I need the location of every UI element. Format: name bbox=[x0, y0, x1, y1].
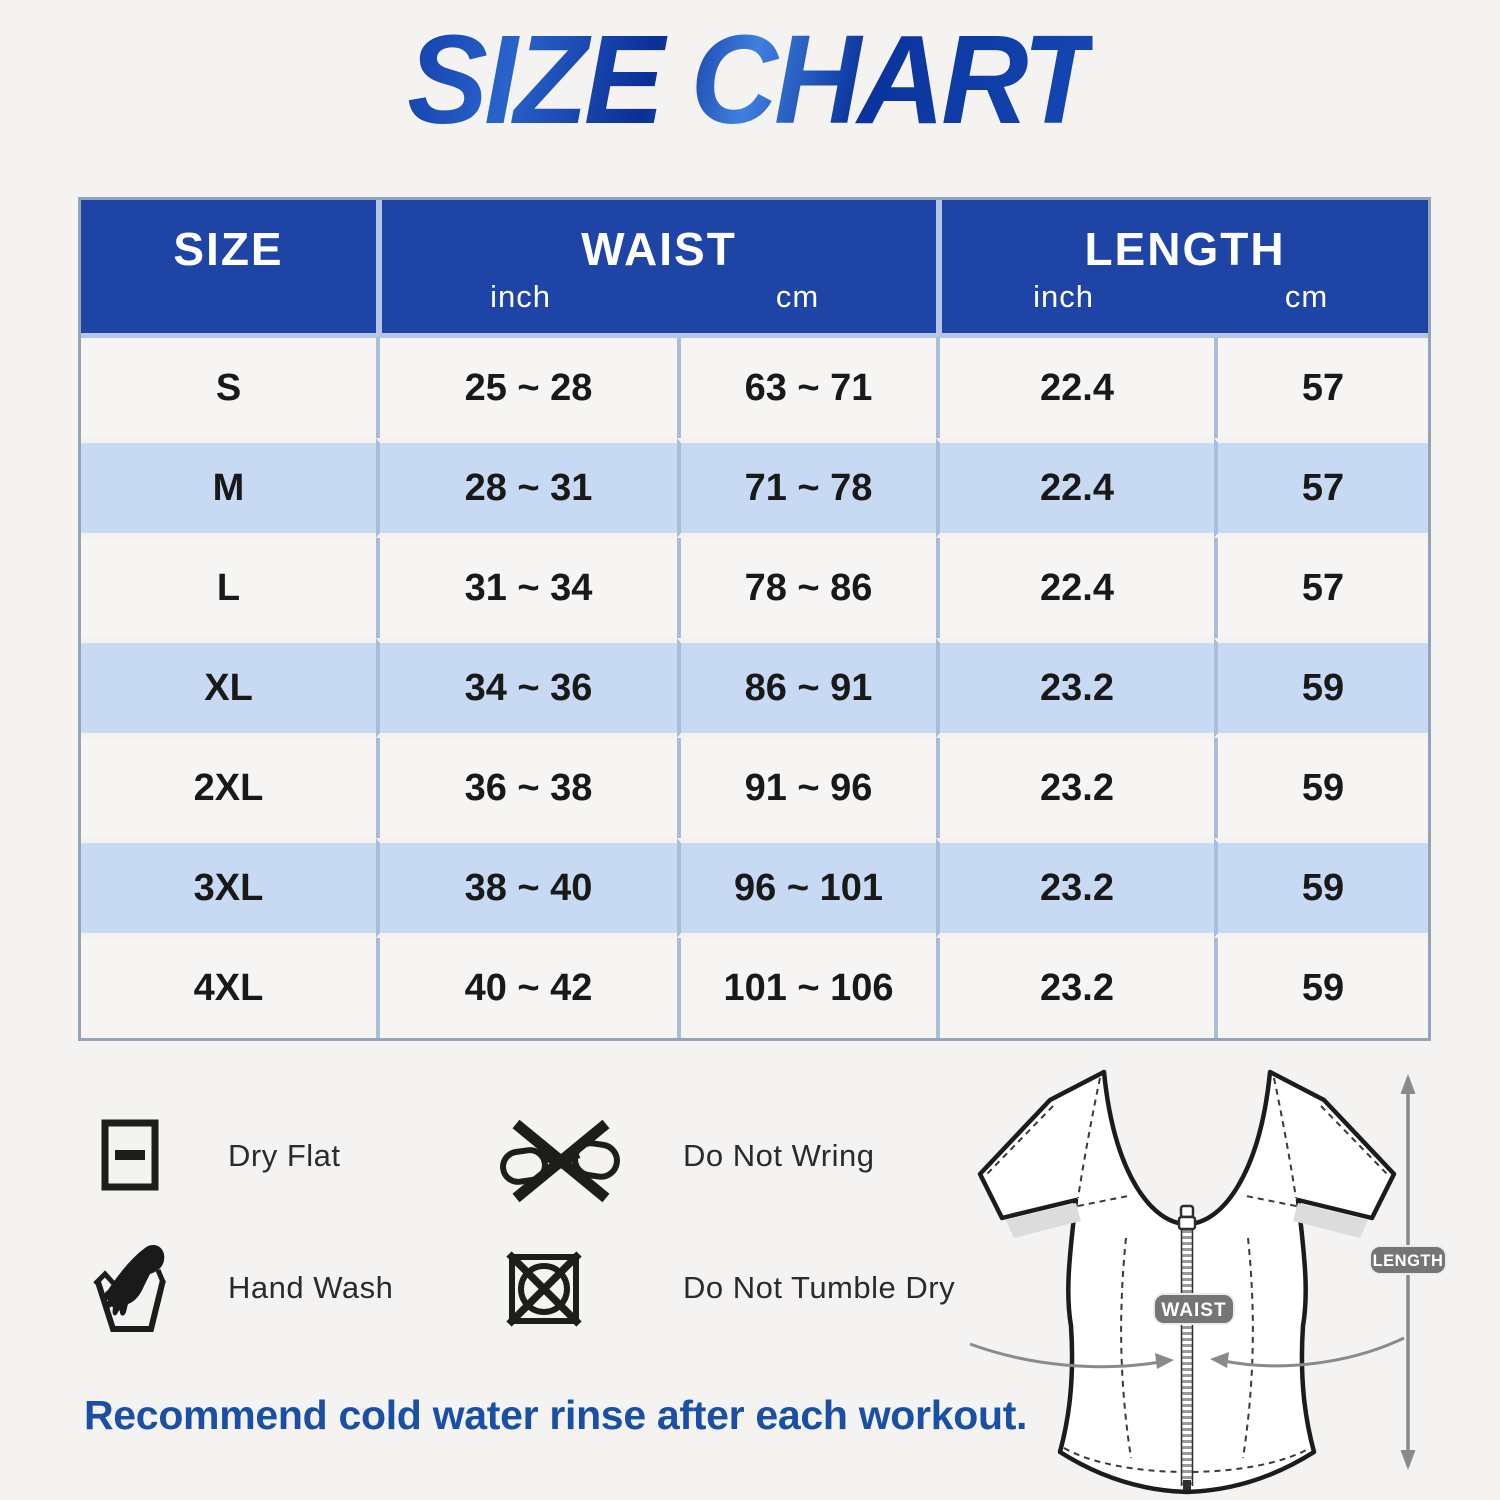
waist-inch-cell: 38 ~ 40 bbox=[376, 838, 677, 938]
length-cm-cell: 59 bbox=[1214, 938, 1428, 1038]
length-inch-cell: 22.4 bbox=[936, 338, 1214, 438]
length-cm-cell: 59 bbox=[1214, 738, 1428, 838]
header-length-label: LENGTH bbox=[1084, 223, 1286, 275]
waist-inch-cell: 36 ~ 38 bbox=[376, 738, 677, 838]
care-label: Dry Flat bbox=[228, 1138, 341, 1173]
waist-cm-cell: 91 ~ 96 bbox=[677, 738, 936, 838]
header-length bbox=[936, 200, 1428, 338]
waist-cm-cell: 101 ~ 106 bbox=[677, 938, 936, 1038]
header-waist-label: WAIST bbox=[581, 223, 737, 275]
waist-inch-cell: 25 ~ 28 bbox=[376, 338, 677, 438]
length-cm-cell: 57 bbox=[1214, 438, 1428, 538]
size-cell: XL bbox=[81, 638, 376, 738]
waist-cm-cell: 63 ~ 71 bbox=[677, 338, 936, 438]
length-cm-cell: 59 bbox=[1214, 638, 1428, 738]
title-wrap bbox=[0, 9, 1500, 150]
length-cm-cell: 57 bbox=[1214, 538, 1428, 638]
size-cell: L bbox=[81, 538, 376, 638]
waist-cm-cell: 96 ~ 101 bbox=[677, 838, 936, 938]
header-size-label: SIZE bbox=[173, 223, 284, 275]
length-inch-cell: 23.2 bbox=[936, 838, 1214, 938]
waist-badge bbox=[1154, 1294, 1234, 1324]
length-inch-cell: 22.4 bbox=[936, 438, 1214, 538]
unit-cm-label: cm bbox=[775, 278, 820, 314]
care-label: Do Not Wring bbox=[683, 1138, 875, 1173]
footer-note: Recommend cold water rinse after each workout. bbox=[84, 1392, 1028, 1438]
header-length-units bbox=[942, 279, 1428, 315]
size-cell: M bbox=[81, 438, 376, 538]
header-waist-units bbox=[382, 279, 936, 315]
do-not-wring-icon bbox=[496, 1114, 624, 1208]
waist-inch-cell: 28 ~ 31 bbox=[376, 438, 677, 538]
size-cell: 2XL bbox=[81, 738, 376, 838]
waist-badge-label: WAIST bbox=[1161, 1300, 1227, 1321]
length-badge-label: LENGTH bbox=[1372, 1252, 1444, 1270]
hand-wash-icon bbox=[92, 1242, 168, 1334]
waist-inch-cell: 34 ~ 36 bbox=[376, 638, 677, 738]
unit-cm-label: cm bbox=[1284, 278, 1329, 314]
size-cell: 3XL bbox=[81, 838, 376, 938]
unit-inch-label: inch bbox=[490, 278, 551, 314]
waist-cm-cell: 78 ~ 86 bbox=[677, 538, 936, 638]
waist-cm-cell: 71 ~ 78 bbox=[677, 438, 936, 538]
length-inch-cell: 22.4 bbox=[936, 538, 1214, 638]
waist-inch-cell: 40 ~ 42 bbox=[376, 938, 677, 1038]
length-inch-cell: 23.2 bbox=[936, 638, 1214, 738]
waist-cm-cell: 86 ~ 91 bbox=[677, 638, 936, 738]
waist-inch-cell: 31 ~ 34 bbox=[376, 538, 677, 638]
length-cm-cell: 59 bbox=[1214, 838, 1428, 938]
length-badge bbox=[1370, 1246, 1446, 1274]
size-chart-table bbox=[78, 197, 1431, 1041]
page-title: SIZE CHART bbox=[407, 9, 1093, 150]
length-inch-cell: 23.2 bbox=[936, 738, 1214, 838]
size-cell: 4XL bbox=[81, 938, 376, 1038]
unit-inch-label: inch bbox=[1033, 278, 1094, 314]
dry-flat-icon bbox=[100, 1118, 160, 1192]
care-label: Do Not Tumble Dry bbox=[683, 1270, 956, 1305]
care-label: Hand Wash bbox=[228, 1270, 394, 1305]
length-cm-cell: 57 bbox=[1214, 338, 1428, 438]
header-waist bbox=[376, 200, 936, 338]
length-inch-cell: 23.2 bbox=[936, 938, 1214, 1038]
size-cell: S bbox=[81, 338, 376, 438]
header-size bbox=[81, 200, 376, 338]
do-not-tumble-dry-icon bbox=[505, 1250, 583, 1328]
